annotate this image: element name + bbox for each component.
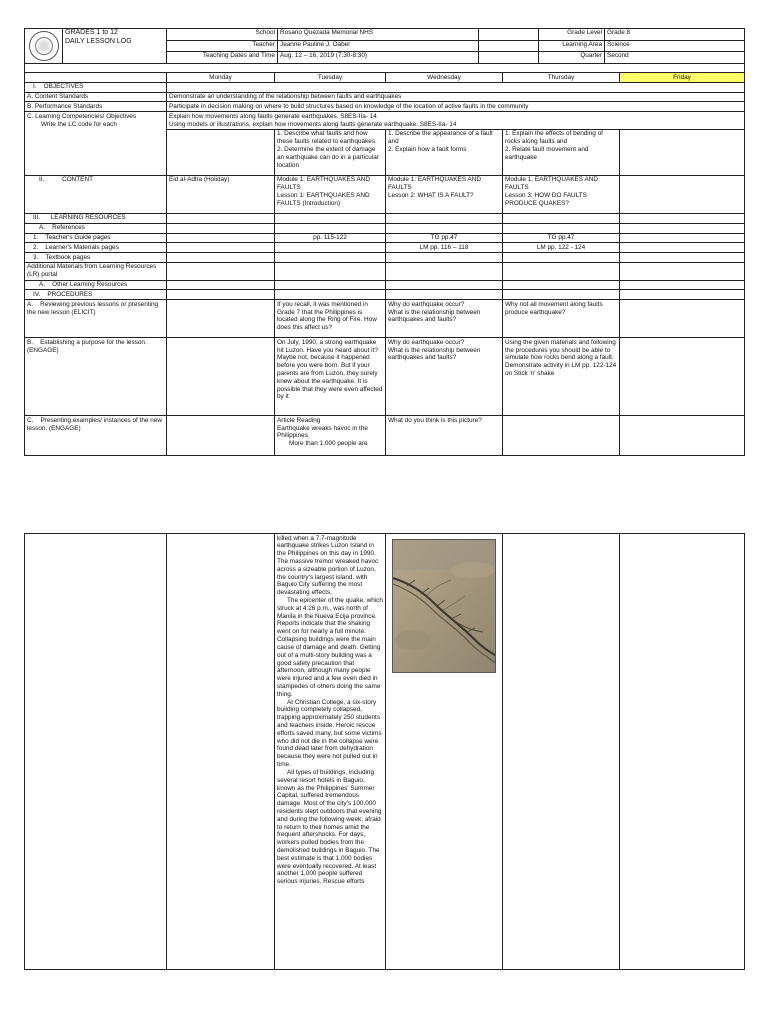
day-tuesday: Tuesday: [275, 73, 386, 83]
tg-tuesday: pp. 115-122: [275, 233, 386, 243]
quarter-label: Quarter: [539, 52, 605, 64]
article-paragraph-1: killed when a 7.7-magnitude earthquake strikes Luzon Island in the Philippines on this day in 1990. The massive tremor wreaked havoc across a sizeable portion of Luzon, the country's largest island, with Baguio City suffering the most devastating effects.: [277, 534, 379, 597]
learners-materials-label: 2. Learner's Materials pages: [25, 243, 167, 253]
content-tuesday: Module 1: EARTHQUAKES AND FAULTS Lesson 1: EARTHQUAKES AND FAULTS (Introduction): [275, 175, 386, 213]
competency-2: Using models or illustrations, explain how movements along faults generate earthquake. S8ES-IIa- 14: [169, 120, 457, 128]
content-monday: Eid al-Adha (Holiday): [167, 175, 275, 213]
procedure-a-label: A. Reviewing previous lessons or presenting the new lesson (ELICIT): [25, 300, 167, 338]
procedures-heading: IV. PROCEDURES: [25, 290, 167, 300]
procedure-a-wednesday: Why do earthquake occur? What is the relationship between earthquakes and faults?: [386, 300, 503, 338]
learning-area-value: Science: [605, 40, 745, 52]
tg-thursday: TG pp.47: [503, 233, 620, 243]
dates-value: Aug. 12 – 16, 2019 (7:30-8:30): [278, 52, 479, 64]
fault-photo-cell: [386, 534, 503, 970]
teachers-guide-label: 1. Teacher's Guide pages: [25, 233, 167, 243]
day-wednesday: Wednesday: [386, 73, 503, 83]
grade-level-value: Grade 8: [605, 29, 745, 41]
article-start: More than 1,000 people are: [289, 440, 368, 448]
procedure-b-label: B. Establishing a purpose for the lesson. (ENGAGE): [25, 338, 167, 416]
procedure-c-label: C. Presenting examples/ instances of the new lesson. (ENGAGE): [25, 416, 167, 456]
fault-aerial-image: [393, 540, 496, 673]
competencies-label-cell: [25, 112, 167, 176]
procedure-b-thursday: Using the given materials and following the procedures you should be able to simulate how rocks bend along a fault. Demonstrate activity in LM pp. 122-124 on Stick 'n' shake: [503, 338, 620, 416]
article-paragraph-4: All types of buildings, including several resort hotels in Baguio, known as the Philippines' Summer Capital, suffered tremendous damage. Most of the city's 100,000 residents slept outdoors that evening and during the following week, afraid to return to their homes amid the frequent aftershocks. For days, workers pulled bodies from the demolished buildings in Baguio. The best estimate is that 1,000 bodies were eventually recovered. At least another 1,000 people suffered serious injuries. Rescue efforts: [277, 768, 382, 886]
performance-standards-text: Participate in decision making on where to build structures based on knowledge of the location of active faults in the community: [167, 102, 745, 112]
header-table: [24, 28, 745, 64]
content-wednesday: Module 1: EARTHQUAKES AND FAULTS Lesson 2: WHAT IS A FAULT?: [386, 175, 503, 213]
objectives-tuesday: 1. Describe what faults and how these faults related to earthquakes. 2. Determine the extent of damage an earthquake can do in a particular location: [275, 129, 386, 175]
tg-wednesday: TG pp.47: [386, 233, 503, 243]
log-title-block: [63, 29, 167, 64]
day-thursday: Thursday: [503, 73, 620, 83]
resources-heading: III. LEARNING RESOURCES: [25, 213, 167, 223]
article-reading-title: Article Reading: [277, 416, 321, 424]
learning-area-label: Learning Area: [539, 40, 605, 52]
teacher-value: Jeanne Pauline J. Oabel: [278, 40, 479, 52]
procedure-c-tuesday: [275, 416, 386, 456]
log-title: DAILY LESSON LOG: [65, 37, 132, 45]
lesson-log-page-1: [24, 28, 744, 456]
school-label: School: [167, 29, 278, 41]
performance-standards-label: B. Performance Standards: [25, 102, 167, 112]
grade-level-label: Grade Level: [539, 29, 605, 41]
content-standards-text: Demonstrate an understanding of the relationship between faults and earthquakes: [167, 92, 745, 102]
procedure-b-tuesday: On July, 1990, a strong earthquake hit Luzon. Have you heard about it? Maybe not, because it happened before you were born. But if your parents are from Luzon, they surely knew about the earthquake. It is possible that they were even affected by it: [275, 338, 386, 416]
dates-label: Teaching Dates and Time: [167, 52, 278, 64]
day-friday: Friday: [620, 73, 745, 83]
content-standards-label: A. Content Standards: [25, 92, 167, 102]
procedure-a-thursday: Why not all movement along faults produce earthquake?: [503, 300, 620, 338]
objectives-thursday: 1. Explain the effects of bending of rocks along faults and 2. Relate fault movement and earthquake: [503, 129, 620, 175]
other-resources-label: A. Other Learning Resources: [25, 280, 167, 290]
day-monday: Monday: [167, 73, 275, 83]
references-label: A. References: [25, 223, 167, 233]
article-text: [275, 534, 386, 970]
quarter-value: Second: [605, 52, 745, 64]
additional-materials-label: Additional Materials from Learning Resources (LR) portal: [25, 262, 167, 280]
competency-1: Explain how movements along faults generate earthquakes. S8ES-IIa- 14: [169, 112, 377, 120]
procedure-b-wednesday: Why do earthquake occur? What is the relationship between earthquakes and faults?: [386, 338, 503, 416]
lm-thursday: LM pp. 122 - 124: [503, 243, 620, 253]
article-headline: Earthquake wreaks havoc in the Philippines: [277, 424, 368, 440]
objectives-heading: I. OBJECTIVES: [25, 82, 167, 92]
grades-label: GRADES 1 to 12: [65, 29, 118, 36]
seal-icon: [29, 31, 59, 61]
competencies-text: [167, 112, 745, 130]
lesson-table: [24, 63, 745, 456]
days-row: [25, 73, 745, 83]
competencies-label: C. Learning Competencies/ Objectives: [27, 112, 137, 120]
content-heading: II. CONTENT: [25, 175, 167, 213]
article-paragraph-3: At Christian College, a six-story building completely collapsed, trapping approximately 250 students and teachers inside. Heroic rescue efforts saved many, but some victims who did not die in the collapse were found dead later from dehydration because they were not pulled out in time.: [277, 698, 382, 769]
content-thursday: Module 1: EARTHQUAKES AND FAULTS Lesson 3: HOW DO FAULTS PRODUCE QUAKES?: [503, 175, 620, 213]
procedure-c-wednesday: What do you think is this picture?: [386, 416, 503, 456]
lesson-log-page-2: [24, 533, 744, 970]
objectives-wednesday: 1. Describe the appearance of a fault and 2. Explain how a fault forms: [386, 129, 503, 175]
lm-wednesday: LM pp. 116 – 118: [386, 243, 503, 253]
teacher-label: Teacher: [167, 40, 278, 52]
competencies-sub: Write the LC code for each: [41, 120, 117, 128]
school-value: Rosario Quezada Memorial NHS: [278, 29, 479, 41]
procedure-a-tuesday: If you recall, it was mentioned in Grade 7 that the Philippines is located along the Ring of Fire. How does this affect us?: [275, 300, 386, 338]
deped-seal: [25, 29, 63, 64]
fault-photo: [392, 539, 496, 673]
lesson-table-continued: [24, 533, 745, 970]
textbook-label: 3. Textbook pages: [25, 253, 167, 263]
article-paragraph-2: The epicenter of the quake, which struck at 4:26 p.m., was north of Manila in the Nueva Ecija province. Reports indicate that the shaking went on for nearly a full minute. Collapsing buildings were the main cause of damage and death. Getting out of a multi-story building was a good safety precaution that afternoon, although many people were injured and a few even died in stampedes of others doing the same thing.: [277, 597, 383, 698]
